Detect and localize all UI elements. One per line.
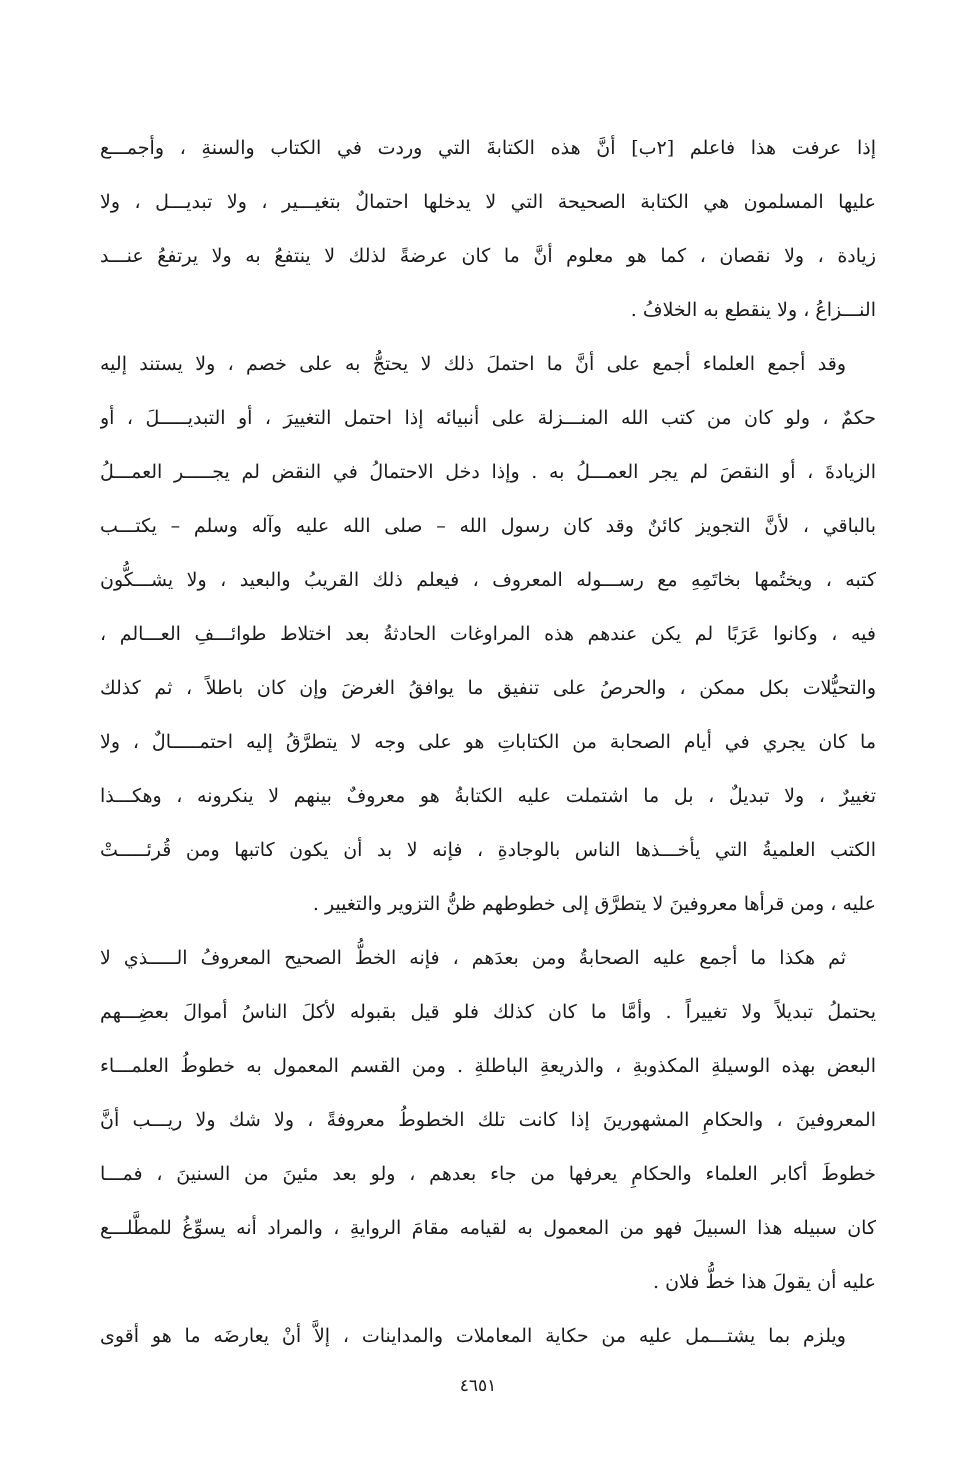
text-line: البعض بهذه الوسيلةِ المكذوبةِ ، والذريعةِ الباطلةِ . ومن القسم المعمول به خطوطُ العلمـــاء — [100, 1055, 876, 1077]
text-line: ويلزم بما يشتـــمل عليه من حكاية المعاملات والمداينات ، إلاَّ أنْ يعارضَه ما هو أقوى — [100, 1325, 846, 1347]
text-line: وقد أجمع العلماء أجمع على أنَّ ما احتملَ ذلك لا يحتجُّ به على خصم ، ولا يستند إليه — [100, 353, 846, 375]
text-line: تغييرٌ ، ولا تبديلٌ ، بل ما اشتملت عليه الكتابةُ هو معروفٌ بينهم لا ينكرونه ، وهكـــذا — [100, 785, 876, 807]
text-line: والتحيُّلات بكل ممكن ، والحرصُ على تنفيق ما يوافقُ الغرضَ وإن كان باطلاً ، ثم كذلك — [100, 677, 876, 699]
text-line: الزيادةَ ، أو النقصَ لم يجر العمـــلُ به . وإذا دخل الاحتمالُ في النقض لم يجـــــر العمـــلُ — [100, 461, 876, 483]
text-line: فيه ، وكانوا عَرَبًا لم يكن عندهم هذه المراوغات الحادثةُ بعد اختلاط طوائـــفِ العـــالم ، — [100, 623, 876, 645]
body-text — [100, 128, 876, 1370]
text-line: خطوطَ أكابر العلماء والحكامِ يعرفها من جاء بعدهم ، ولو بعد مئينَ من السنينَ ، فمـــا — [100, 1163, 876, 1185]
text-line: المعروفينَ ، والحكامِ المشهورينَ إذا كانت تلك الخطوطُ معروفةً ، ولا شك ولا ريـــب أنَّ — [100, 1109, 876, 1131]
page-number: ٤٦٥١ — [459, 1376, 497, 1396]
text-line: كتبه ، ويختُمها بخاتَمِهِ مع رســـوله المعروف ، فيعلم ذلك القريبُ والبعيد ، ولا يشـــكُّون — [100, 569, 876, 591]
text-line: عليها المسلمون هي الكتابة الصحيحة التي لا يدخلها احتمالٌ بتغيـــير ، ولا تبديـــل ، ولا — [100, 191, 876, 213]
text-line: عليه ، ومن قرأها معروفينَ لا يتطرَّق إلى خطوطهم ظنُّ التزوير والتغيير . — [312, 893, 876, 915]
text-line: زيادة ، ولا نقصان ، كما هو معلوم أنَّ ما كان عرضةً لذلك لا ينتفعُ به ولا يرتفعُ عنـــد — [100, 245, 876, 267]
text-line: يحتملُ تبديلاً ولا تغييراً . وأمَّا ما كان كذلك فلو قيل بقبوله لأكلَ الناسُ أموالَ بعضِـــهم — [100, 1001, 876, 1023]
text-line: ثم هكذا ما أجمع عليه الصحابةُ ومن بعدَهم ، فإنه الخطُّ الصحيح المعروفُ الـــــذي لا — [100, 947, 847, 969]
text-line: الكتب العلميةُ التي يأخـــذها الناس بالوجادةِ ، فإنه لا بد أن يكون كاتبها ومن قُرئـــــتْ — [100, 839, 876, 861]
text-line: عليه أن يقولَ هذا خطُّ فلان . — [653, 1271, 876, 1293]
text-line: حكمٌ ، ولو كان من كتب الله المنـــزلة على أنبيائه إذا احتمل التغييرَ ، أو التبديـــــلَ ، أو — [100, 407, 876, 429]
text-line: بالباقي ، لأنَّ التجويز كائنٌ وقد كان رسول الله – صلى الله عليه وآله وسلم – يكتـــب — [100, 515, 876, 537]
text-line: النـــزاعُ ، ولا ينقطع به الخلافُ . — [630, 299, 876, 321]
text-line: إذا عرفت هذا فاعلم [٢ب] أنَّ هذه الكتابةَ التي وردت في الكتاب والسنةِ ، وأجمـــع — [100, 137, 876, 159]
text-line: ما كان يجري في أيام الصحابة من الكتاباتِ هو على وجه لا يتطرَّقُ إليه احتمـــــالٌ ، ولا — [100, 731, 876, 753]
text-line: كان سبيله هذا السبيلَ فهو من المعمول به لقيامه مقامَ الروايةِ ، والمراد أنه يسوِّغُ للمطَّلـــع — [100, 1217, 876, 1239]
